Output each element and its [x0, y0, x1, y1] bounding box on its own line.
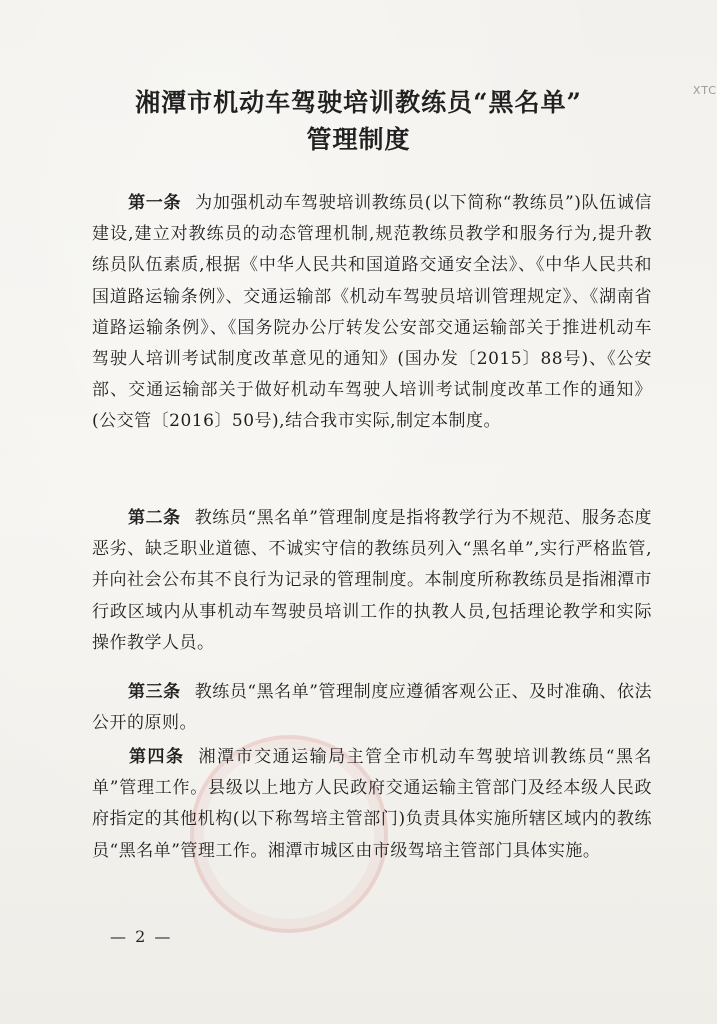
article-text: 为加强机动车驾驶培训教练员(以下简称“教练员”)队伍诚信建设,建立对教练员的动态管理机制,规范教练员教学和服务行为,提升教练员队伍素质,根据《中华人民共和国道路交通安全法》、《中华人民共和国道路运输条例》、交通运输部《机动车驾驶员培训管理规定》、《湖南省道路运输条例》、《国务院办公厅转发公安部交通运输部关于推进机动车驾驶人培训考试制度改革意见的通知》(国办发〔2015〕88号)、《公安部、交通运输部关于做好机动车驾驶人培训考试制度改革工作的通知》(公交管〔2016〕50号),结合我市实际,制定本制度。	[92, 193, 652, 432]
article-text: 教练员“黑名单”管理制度应遵循客观公正、及时准确、依法公开的原则。	[92, 682, 652, 734]
corner-mark: XTC	[692, 84, 717, 97]
article-label: 第四条	[128, 747, 185, 767]
article-label: 第二条	[128, 508, 181, 528]
article-4	[92, 742, 652, 867]
document-title: 湘潭市机动车驾驶培训教练员“黑名单”	[135, 88, 582, 117]
article-text: 教练员“黑名单”管理制度是指将教学行为不规范、服务态度恶劣、缺乏职业道德、不诚实守信的教练员列入“黑名单”,实行严格监管,并向社会公布其不良行为记录的管理制度。本制度所称教练员是指湘潭市行政区域内从事机动车驾驶员培训工作的执教人员,包括理论教学和实际操作教学人员。	[92, 508, 652, 653]
document-title-line2: 管理制度	[306, 125, 411, 154]
article-label: 第三条	[128, 682, 181, 702]
article-1	[92, 188, 652, 438]
article-2	[92, 503, 652, 659]
article-label: 第一条	[128, 193, 182, 213]
article-3	[92, 677, 652, 739]
page-number: — 2 —	[110, 927, 173, 946]
article-text: 湘潭市交通运输局主管全市机动车驾驶培训教练员“黑名单”管理工作。县级以上地方人民政府交通运输主管部门及经本级人民政府指定的其他机构(以下称驾培主管部门)负责具体实施所辖区域内的教练员“黑名单”管理工作。湘潭市城区由市级驾培主管部门具体实施。	[92, 747, 652, 861]
